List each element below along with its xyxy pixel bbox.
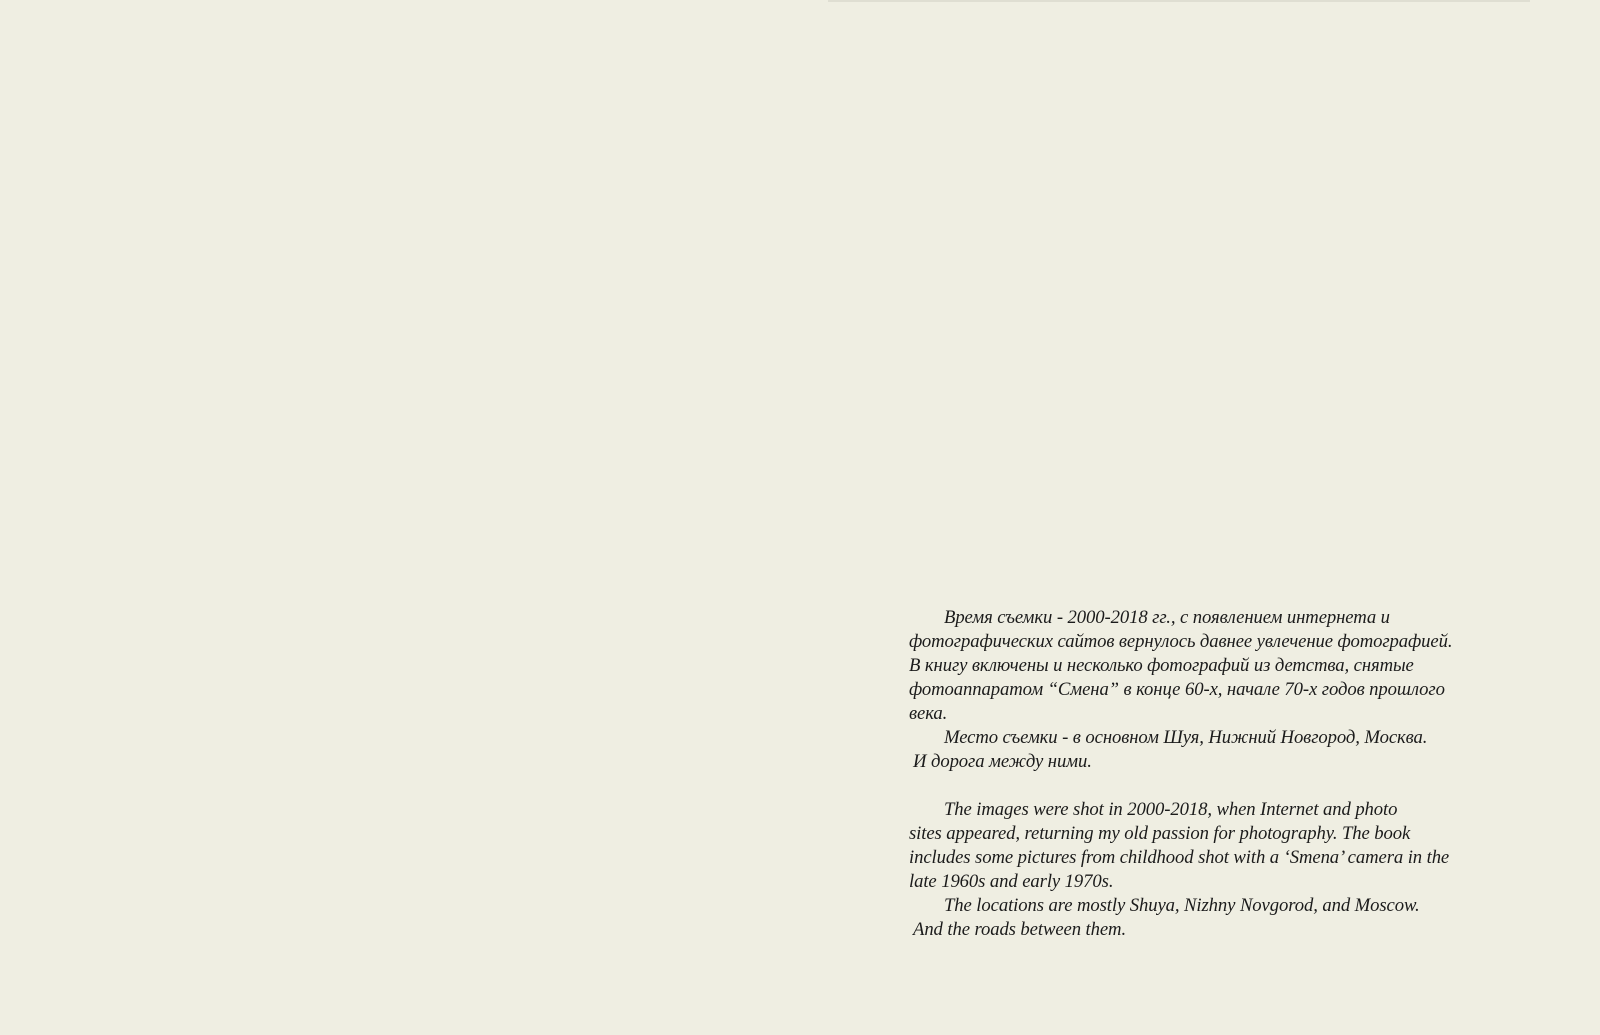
text-line: фотографических сайтов вернулось давнее увлечение фотографией.	[909, 631, 1453, 652]
english-paragraph	[909, 798, 1529, 942]
page-top-edge	[828, 0, 1530, 2]
text-line: And the roads between them.	[913, 919, 1127, 940]
text-line: late 1960s and early 1970s.	[909, 871, 1114, 892]
text-line: фотоаппаратом “Смена” в конце 60-х, начале 70-х годов прошлого	[909, 679, 1445, 700]
russian-paragraph	[909, 606, 1529, 774]
text-line: Место съемки - в основном Шуя, Нижний Новгород, Москва.	[944, 727, 1428, 748]
text-line: The images were shot in 2000-2018, when Internet and photo	[944, 799, 1398, 820]
text-line: Время съемки - 2000-2018 гг., с появлением интернета и	[944, 607, 1390, 628]
text-line: The locations are mostly Shuya, Nizhny Novgorod, and Moscow.	[944, 895, 1420, 916]
text-line: века.	[909, 703, 948, 724]
paragraph-spacer	[909, 774, 1529, 798]
text-line: sites appeared, returning my old passion for photography. The book	[909, 823, 1411, 844]
text-line: И дорога между ними.	[913, 751, 1092, 772]
text-line: includes some pictures from childhood shot with a ‘Smena’ camera in the	[909, 847, 1450, 868]
description-text	[909, 606, 1529, 942]
text-line: В книгу включены и несколько фотографий из детства, снятые	[909, 655, 1414, 676]
